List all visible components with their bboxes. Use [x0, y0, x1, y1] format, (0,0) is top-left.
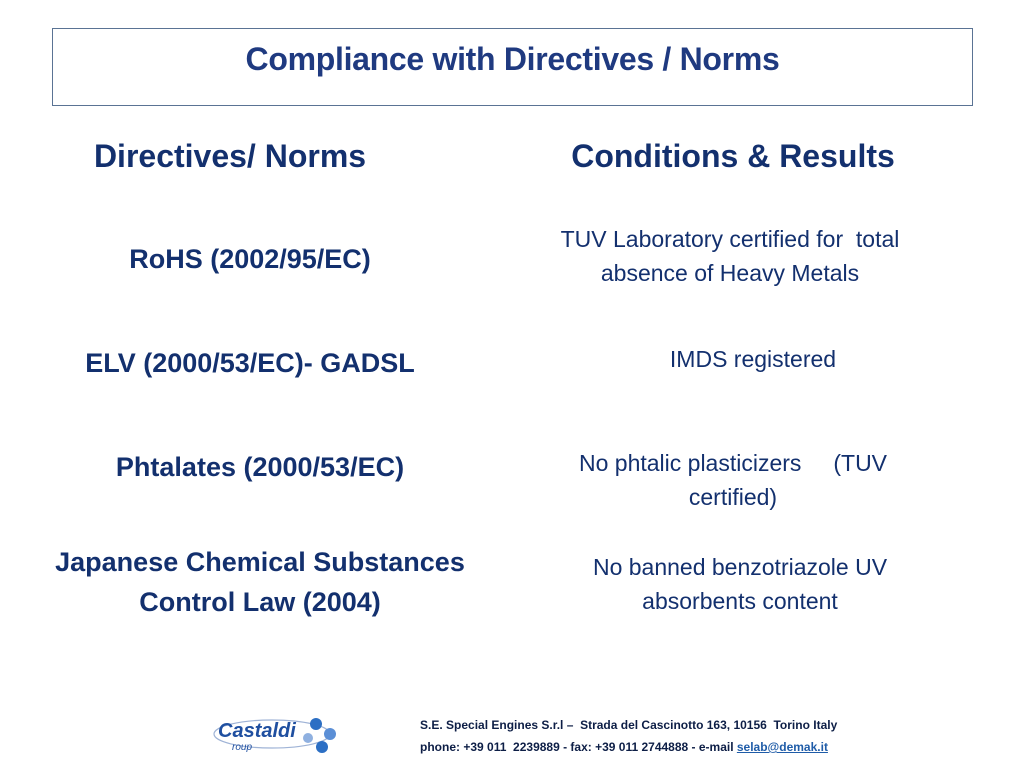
castaldi-group-logo: [212, 710, 342, 758]
email-link[interactable]: selab@demak.it: [736, 740, 828, 754]
norm-line: Control Law (2004): [139, 587, 381, 617]
footer-phone-line: [420, 736, 837, 758]
page-title: Compliance with Directives / Norms: [245, 41, 780, 77]
norm-japanese-law: [30, 542, 490, 622]
footer-company: S.E. Special Engines S.r.l – Strada del Cascinotto 163, 10156 Torino Italy: [420, 718, 838, 732]
result-line: No phtalic plasticizers (TUV: [578, 450, 888, 476]
result-line: absence of Heavy Metals: [600, 260, 860, 286]
column-header-directives: Directives/ Norms: [93, 138, 367, 174]
footer-contact-text: phone: +39 011 2239889 - fax: +39 011 2744888 - e-mail: [420, 740, 737, 754]
result-line: TUV Laboratory certified for total: [560, 226, 900, 252]
norm-rohs: [40, 239, 460, 279]
svg-text:Castaldi: Castaldi: [218, 720, 296, 742]
norm-line: Japanese Chemical Substances: [55, 547, 465, 577]
result-elv: [533, 342, 973, 376]
norm-phtalates: [40, 447, 480, 487]
column-header-results: Conditions & Results: [571, 138, 895, 174]
norm-line: Phtalates (2000/53/EC): [115, 452, 405, 482]
result-line: absorbents content: [642, 588, 838, 614]
title-box: [52, 28, 973, 106]
svg-text:roup: roup: [232, 742, 253, 753]
result-phtalates: [533, 446, 933, 514]
result-japanese-law: [520, 550, 960, 618]
result-line: No banned benzotriazole UV: [592, 554, 888, 580]
result-line: certified): [688, 484, 778, 510]
footer-contact: [420, 714, 837, 758]
norm-line: RoHS (2002/95/EC): [129, 244, 371, 274]
result-rohs: [510, 222, 950, 290]
norm-line: ELV (2000/53/EC)- GADSL: [85, 348, 415, 378]
result-line: IMDS registered: [669, 346, 837, 372]
norm-elv: [40, 343, 460, 383]
